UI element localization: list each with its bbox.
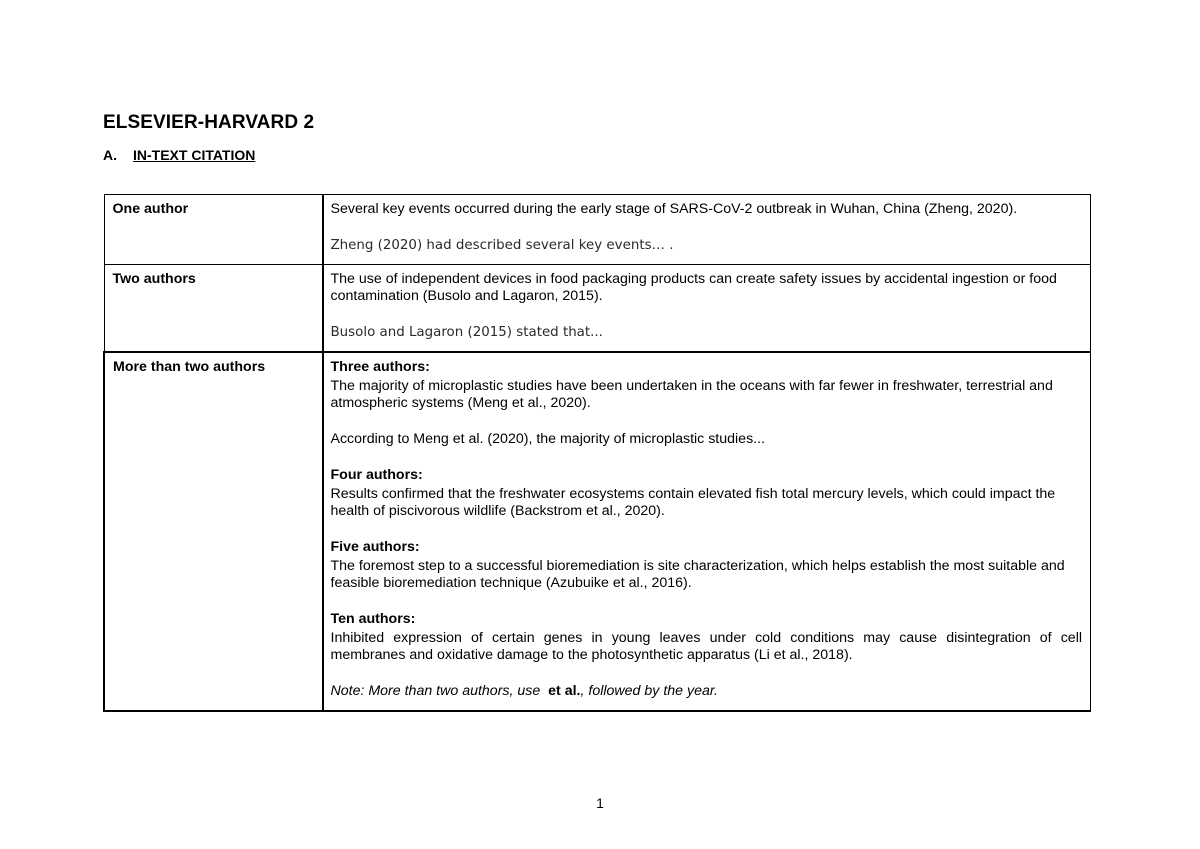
note-suffix: , followed by the year. [580, 683, 718, 699]
citation-table [103, 194, 1091, 712]
row-label-two-authors: Two authors [104, 265, 323, 353]
example-five-authors-1: The foremost step to a successful bioremediation is site characterization, which helps establish the most suitable and feasible bioremediation technique (Azubuike et al., 2016). [330, 558, 1065, 591]
table-row-more-authors [104, 352, 1091, 711]
note-prefix: Note: More than two authors, use [330, 683, 541, 699]
subheading-four-authors: Four authors: [330, 467, 423, 483]
section-heading [103, 147, 255, 163]
example-two-authors-2: Busolo and Lagaron (2015) stated that... [330, 325, 603, 340]
example-three-authors-1: The majority of microplastic studies have been undertaken in the oceans with far fewer in freshwater, terrestrial and atmospheric systems (Meng et al., 2020). [330, 378, 1053, 411]
example-three-authors-2: According to Meng et al. (2020), the majority of microplastic studies... [330, 431, 765, 447]
example-two-authors-1: The use of independent devices in food packaging products can create safety issues by accidental ingestion or food contamination (Busolo and Lagaron, 2015). [330, 271, 1057, 304]
subheading-five-authors: Five authors: [330, 539, 420, 555]
usage-note [331, 683, 1083, 700]
row-content-more-authors [323, 352, 1091, 711]
example-four-authors-1: Results confirmed that the freshwater ecosystems contain elevated fish total mercury levels, which could impact the health of piscivorous wildlife (Backstrom et al., 2020). [330, 486, 1056, 519]
row-content-two-authors [323, 265, 1091, 353]
example-one-author-2: Zheng (2020) had described several key events… . [330, 238, 674, 253]
example-ten-authors-1: Inhibited expression of certain genes in young leaves under cold conditions may cause disintegration of cell membranes and oxidative damage to the photosynthetic apparatus (Li et al., 2018). [330, 630, 1082, 663]
section-label: IN-TEXT CITATION [133, 147, 256, 163]
row-content-one-author [323, 195, 1091, 265]
example-one-author-1: Several key events occurred during the early stage of SARS-CoV-2 outbreak in Wuhan, China (Zheng, 2020). [330, 201, 1018, 217]
subheading-ten-authors: Ten authors: [330, 611, 416, 627]
note-et-al: et al. [548, 683, 581, 699]
subheading-three-authors: Three authors: [330, 359, 430, 375]
table-row-one-author [104, 195, 1091, 265]
row-label-one-author: One author [104, 195, 323, 265]
page-number: 1 [596, 795, 604, 811]
section-number: A. [103, 147, 117, 163]
table-row-two-authors [104, 265, 1091, 353]
document-title: ELSEVIER-HARVARD 2 [103, 112, 315, 133]
row-label-more-authors: More than two authors [104, 352, 323, 711]
